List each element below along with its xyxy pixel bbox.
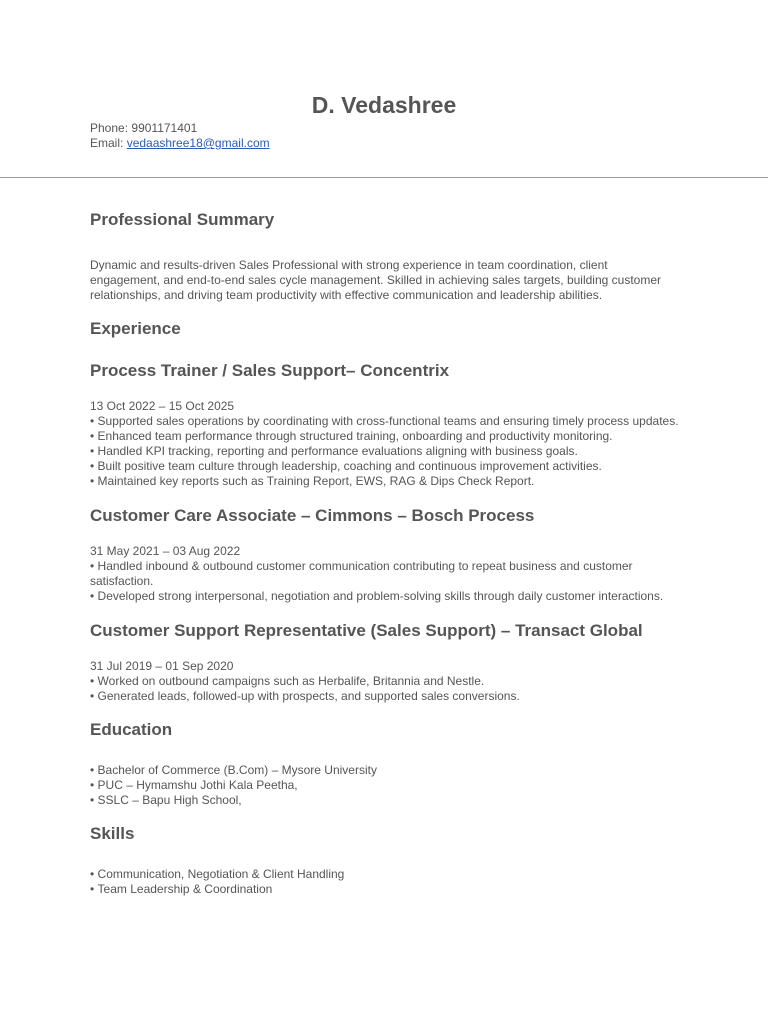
job-bullet: • Built positive team culture through leadership, coaching and continuous improvement activities. — [90, 459, 680, 474]
header-divider — [0, 177, 768, 178]
email-label: Email: — [90, 136, 124, 150]
job-bullet: • Supported sales operations by coordinating with cross-functional teams and ensuring timely process updates. — [90, 414, 680, 429]
experience-heading: Experience — [90, 319, 181, 338]
education-item: • Bachelor of Commerce (B.Com) – Mysore University — [90, 763, 680, 778]
job-title: Process Trainer / Sales Support– Concentrix — [90, 361, 450, 380]
job-dates: 31 Jul 2019 – 01 Sep 2020 — [90, 659, 234, 673]
education-item: • SSLC – Bapu High School, — [90, 793, 680, 808]
job-dates: 31 May 2021 – 03 Aug 2022 — [90, 544, 241, 558]
candidate-name: D. Vedashree — [311, 92, 457, 118]
job-bullet: • Maintained key reports such as Training Report, EWS, RAG & Dips Check Report. — [90, 474, 680, 489]
skill-item: • Communication, Negotiation & Client Handling — [90, 867, 680, 882]
summary-heading: Professional Summary — [90, 210, 275, 229]
job-bullets — [90, 414, 680, 489]
education-item: • PUC – Hymamshu Jothi Kala Peetha, — [90, 778, 680, 793]
job-title: Customer Support Representative (Sales Support) – Transact Global — [90, 621, 643, 640]
summary-text: Dynamic and results-driven Sales Professional with strong experience in team coordination, client engagement, and end-to-end sales cycle management. Skilled in achieving sales targets, building customer relationships, and driving team productivity with effective communication and leadership abilities. — [90, 258, 661, 302]
job-bullet: • Developed strong interpersonal, negotiation and problem-solving skills through daily customer interactions. — [90, 589, 680, 604]
phone-line — [90, 121, 270, 136]
job-bullet: • Generated leads, followed-up with prospects, and supported sales conversions. — [90, 689, 680, 704]
job-dates: 13 Oct 2022 – 15 Oct 2025 — [90, 399, 235, 413]
job-bullet: • Worked on outbound campaigns such as Herbalife, Britannia and Nestle. — [90, 674, 680, 689]
email-line — [90, 136, 270, 151]
phone-number: 9901171401 — [131, 121, 198, 135]
skill-item: • Team Leadership & Coordination — [90, 882, 680, 897]
job-bullet: • Handled inbound & outbound customer communication contributing to repeat business and customer satisfaction. — [90, 559, 680, 589]
resume-body — [90, 210, 680, 897]
skills-heading: Skills — [90, 824, 135, 843]
phone-label: Phone: — [90, 121, 129, 135]
email-link[interactable]: vedaashree18@gmail.com — [126, 136, 270, 150]
education-list — [90, 763, 680, 808]
job-bullets — [90, 559, 680, 604]
job-bullet: • Enhanced team performance through structured training, onboarding and productivity monitoring. — [90, 429, 680, 444]
job-bullets — [90, 674, 680, 704]
job-title: Customer Care Associate – Cimmons – Bosch Process — [90, 506, 535, 525]
contact-block — [90, 121, 270, 151]
job-bullet: • Handled KPI tracking, reporting and performance evaluations aligning with business goals. — [90, 444, 680, 459]
education-heading: Education — [90, 720, 173, 739]
skills-list — [90, 867, 680, 897]
